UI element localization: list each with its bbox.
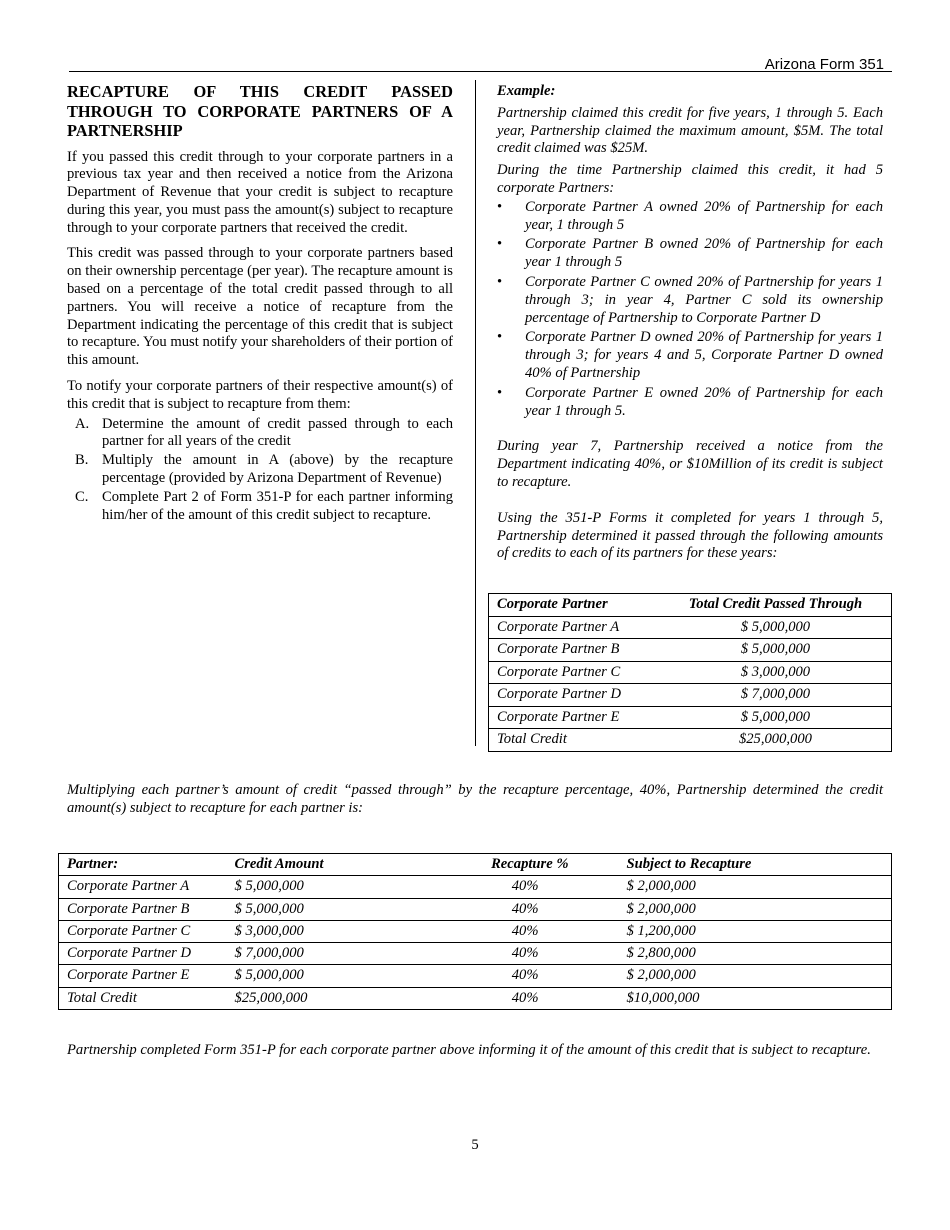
list-item-text: Multiply the amount in A (above) by the recapture percentage (provided by Arizona Department of Revenue) — [102, 452, 453, 487]
table-cell: $ 5,000,000 — [660, 616, 892, 639]
section-heading: RECAPTURE OF THIS CREDIT PASSED THROUGH TO CORPORATE PARTNERS OF A PARTNERSHIP — [67, 82, 453, 140]
table-cell: Corporate Partner A — [59, 876, 227, 898]
table-cell: 40% — [395, 987, 619, 1009]
paragraph: Using the 351-P Forms it completed for years 1 through 5, Partnership determined it passed through the following amounts of credits to each of its partners for these years: — [497, 509, 883, 562]
list-item — [497, 385, 883, 421]
list-item — [497, 329, 883, 382]
list-item — [497, 274, 883, 327]
table-header: Recapture % — [395, 854, 619, 876]
table-cell: $ 5,000,000 — [227, 898, 395, 920]
paragraph: Partnership completed Form 351-P for each corporate partner above informing it of the amount of this credit that is subject to recapture. — [67, 1042, 871, 1058]
bullet-icon: • — [497, 329, 503, 346]
table-cell: 40% — [395, 965, 619, 987]
paragraph: During the time Partnership claimed this credit, it had 5 corporate Partners: — [497, 162, 883, 196]
list-item — [67, 452, 453, 488]
bullet-icon: • — [497, 384, 503, 401]
table-row — [489, 616, 892, 639]
table-row — [59, 965, 892, 987]
list-item — [67, 489, 453, 525]
table-cell: Total Credit — [59, 987, 227, 1009]
table-cell: Corporate Partner C — [489, 661, 660, 684]
paragraph: If you passed this credit through to your corporate partners in a previous tax year and then received a notice from the Arizona Department of Revenue that your credit is subject to recapture during this year, you must pass the amount(s) subject to recapture through to your corporate partners that received the credit. — [67, 148, 453, 236]
list-item-text: Corporate Partner D owned 20% of Partnership for years 1 through 3; for years 4 and 5, Corporate Partner D owned 40% of Partnership — [525, 329, 883, 381]
list-marker: C. — [75, 488, 89, 505]
list-marker: B. — [75, 452, 89, 469]
paragraph: During year 7, Partnership received a notice from the Department indicating 40%, or $10Million of its credit is subject to recapture. — [497, 438, 883, 490]
table-cell: 40% — [395, 920, 619, 942]
table-total-row — [489, 729, 892, 752]
example-label: Example: — [497, 83, 556, 99]
table-cell: $ 1,200,000 — [619, 920, 892, 942]
bullet-icon: • — [497, 236, 503, 253]
table-cell: Corporate Partner C — [59, 920, 227, 942]
list-item-text: Determine the amount of credit passed through to each partner for all years of the credit — [102, 415, 453, 450]
credit-passed-table — [488, 593, 892, 752]
table-cell: 40% — [395, 943, 619, 965]
right-column — [497, 83, 883, 567]
table-header: Subject to Recapture — [619, 854, 892, 876]
table-row — [489, 639, 892, 662]
steps-list — [67, 416, 453, 525]
table-cell: Corporate Partner E — [489, 706, 660, 729]
table-cell: $ 5,000,000 — [227, 876, 395, 898]
table-row — [59, 898, 892, 920]
table-row — [489, 661, 892, 684]
table-cell: $ 5,000,000 — [227, 965, 395, 987]
list-marker: A. — [75, 415, 90, 432]
table-cell: $ 2,000,000 — [619, 876, 892, 898]
table-cell: Corporate Partner D — [489, 684, 660, 707]
table-cell: Corporate Partner B — [489, 639, 660, 662]
page-number: 5 — [471, 1137, 479, 1153]
left-column — [67, 82, 453, 525]
table-header: Total Credit Passed Through — [660, 594, 892, 617]
table-cell: Total Credit — [489, 729, 660, 752]
table-cell: Corporate Partner E — [59, 965, 227, 987]
table-header-row — [489, 594, 892, 617]
table-row — [59, 876, 892, 898]
list-item-text: Corporate Partner B owned 20% of Partnership for each year 1 through 5 — [525, 236, 883, 271]
table-cell: $ 2,800,000 — [619, 943, 892, 965]
paragraph: To notify your corporate partners of their respective amount(s) of this credit that is subject to recapture from them: — [67, 378, 453, 412]
table-cell: $25,000,000 — [227, 987, 395, 1009]
table-total-row — [59, 987, 892, 1009]
table-row — [489, 706, 892, 729]
list-item-text: Corporate Partner E owned 20% of Partnership for each year 1 through 5. — [525, 384, 883, 419]
list-item-text: Complete Part 2 of Form 351-P for each partner informing him/her of the amount of this credit subject to recapture. — [102, 488, 453, 523]
table-cell: $ 7,000,000 — [227, 943, 395, 965]
bullet-icon: • — [497, 198, 503, 215]
table-cell: $ 3,000,000 — [227, 920, 395, 942]
bullet-icon: • — [497, 273, 503, 290]
table-header-row — [59, 854, 892, 876]
table-cell: $ 3,000,000 — [660, 661, 892, 684]
list-item — [497, 236, 883, 272]
table-cell: $ 5,000,000 — [660, 706, 892, 729]
partners-list — [497, 199, 883, 421]
table-cell: Corporate Partner A — [489, 616, 660, 639]
list-item-text: Corporate Partner C owned 20% of Partnership for years 1 through 3; in year 4, Partner C sold its ownership percentage of Partnership to Corporate Partner D — [525, 273, 883, 326]
paragraph: Partnership claimed this credit for five years, 1 through 5. Each year, Partnership claimed the maximum amount, $5M. The total credit claimed was $25M. — [497, 104, 883, 157]
form-id: Arizona Form 351 — [764, 56, 884, 73]
spacer — [497, 496, 883, 510]
column-divider — [475, 80, 476, 746]
table-cell: $10,000,000 — [619, 987, 892, 1009]
list-item-text: Corporate Partner A owned 20% of Partnership for each year, 1 through 5 — [525, 198, 883, 233]
table-cell: $25,000,000 — [660, 729, 892, 752]
table-header: Partner: — [59, 854, 227, 876]
table-row — [59, 920, 892, 942]
table-cell: 40% — [395, 876, 619, 898]
table-cell: Corporate Partner B — [59, 898, 227, 920]
table-header: Credit Amount — [227, 854, 395, 876]
table-header: Corporate Partner — [489, 594, 660, 617]
table-cell: $ 7,000,000 — [660, 684, 892, 707]
table-cell: $ 2,000,000 — [619, 965, 892, 987]
list-item — [67, 416, 453, 452]
table-cell: $ 5,000,000 — [660, 639, 892, 662]
list-item — [497, 199, 883, 235]
table-cell: $ 2,000,000 — [619, 898, 892, 920]
table-cell: 40% — [395, 898, 619, 920]
paragraph: Multiplying each partner’s amount of credit “passed through” by the recapture percentage, 40%, Partnership determined the credit amount(s) subject to recapture for each partner is: — [67, 782, 883, 816]
table-row — [59, 943, 892, 965]
table-row — [489, 684, 892, 707]
table-cell: Corporate Partner D — [59, 943, 227, 965]
header-rule — [69, 71, 892, 72]
paragraph: This credit was passed through to your corporate partners based on their ownership percentage (per year). The recapture amount is based on a percentage of the total credit passed through to all partners. You will receive a notice of recapture from the Department indicating the percentage of this credit that is subject to recapture. You must notify your shareholders of their portion of this amount. — [67, 245, 453, 369]
recapture-table — [58, 853, 892, 1010]
